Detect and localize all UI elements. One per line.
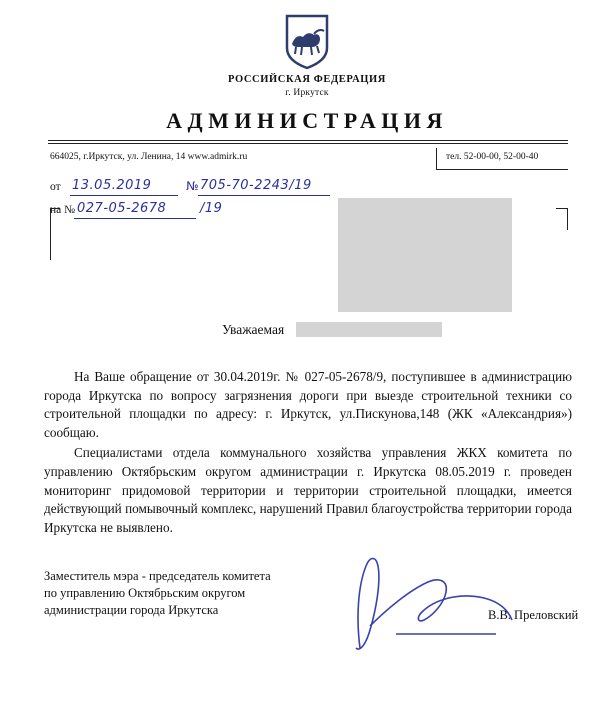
- reply-underline: [74, 218, 196, 219]
- signature-position-block: [44, 568, 344, 619]
- signer-name: В.В. Преловский: [488, 608, 579, 622]
- reference-reply-row: [50, 201, 350, 224]
- body-text: [44, 368, 572, 539]
- page-title: АДМИНИСТРАЦИЯ: [166, 108, 448, 133]
- header-divider-top: [48, 140, 568, 141]
- reply-number-suffix-handwritten: /19: [200, 201, 223, 216]
- reply-number-handwritten: 027-05-2678: [77, 201, 167, 216]
- reference-block: [50, 178, 350, 224]
- number-sign-label: №: [186, 179, 199, 193]
- number-underline: [198, 195, 330, 196]
- reference-date-row: [50, 178, 350, 201]
- organization-federation-label: РОССИЙСКАЯ ФЕДЕРАЦИЯ: [228, 74, 386, 85]
- address-line: 664025, г.Иркутск, ул. Ленина, 14 www.admirk.ru: [50, 152, 248, 162]
- recipient-name-redaction: [296, 322, 442, 337]
- phone-box: [436, 148, 568, 170]
- date-label: от: [50, 181, 61, 193]
- header-divider-bottom: [48, 143, 568, 144]
- body-paragraph-2: Специалистами отдела коммунального хозяйства управления ЖКХ комитета по управлению Октябрьским округом администрации г. Иркутска 08.05.2019 г. проведен мониторинг придомовой территории и территории строительной площадки, имеется действующий помывочный комплекс, нарушений Правил благоустройства территории города Иркутска не выявлено.: [44, 445, 572, 535]
- organization-city-label: г. Иркутск: [285, 88, 329, 98]
- coat-of-arms-icon: [0, 14, 614, 70]
- addressee-bracket-left: [50, 208, 60, 260]
- outgoing-number-handwritten: 705-70-2243/19: [200, 178, 312, 193]
- reply-number-label: на №: [50, 204, 76, 216]
- salutation: Уважаемая: [222, 322, 285, 337]
- phone-line: тел. 52-00-00, 52-00-40: [446, 152, 539, 162]
- contact-row: [48, 150, 568, 170]
- addressee-bracket-right: [556, 208, 568, 230]
- signature-position-line-1: Заместитель мэра - председатель комитета: [44, 569, 271, 583]
- date-underline: [70, 195, 178, 196]
- handwritten-signature: [336, 548, 536, 658]
- body-paragraph-1: На Ваше обращение от 30.04.2019г. № 027-05-2678/9, поступившее в администрацию города Иркутска по вопросу загрязнения дороги при выезде строительной техники со строительной площадки по адресу: г. Иркутск, ул.Пискунова,148 (ЖК «Александрия») сообщаю.: [44, 369, 572, 440]
- date-value-handwritten: 13.05.2019: [72, 178, 152, 193]
- signature-position-line-2: по управлению Октябрьским округом: [44, 586, 246, 600]
- signature-position-line-3: администрации города Иркутска: [44, 603, 219, 617]
- address-redaction: [338, 198, 512, 312]
